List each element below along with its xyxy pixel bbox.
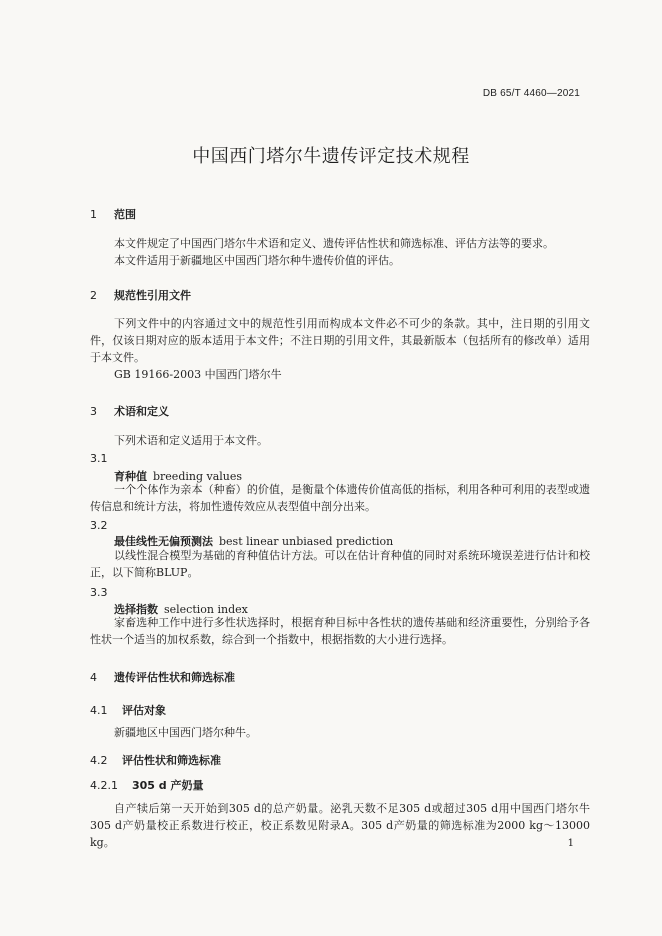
- section-title: 规范性引用文件: [114, 289, 191, 302]
- term-zh: 最佳线性无偏预测法: [114, 535, 213, 548]
- normative-references-paragraph: 下列文件中的内容通过文中的规范性引用而构成本文件必不可少的条款。其中，注日期的引用文件，仅该日期对应的版本适用于本文件；不注日期的引用文件，其最新版本（包括所有的修改单）适用于本文件。: [90, 317, 590, 364]
- term-3-2-number: 3.2: [90, 519, 108, 532]
- subsection-number: 4.2.1: [90, 779, 118, 792]
- section-number: 3: [90, 405, 97, 418]
- scope-paragraph-2: 本文件适用于新疆地区中国西门塔尔种牛遗传价值的评估。: [114, 254, 400, 267]
- term-3-1-definition: 一个个体作为亲本（种畜）的价值，是衡量个体遗传价值高低的指标，利用各种可利用的表型或遗传信息和统计方法，将加性遗传效应从表型值中剖分出来。: [90, 483, 590, 513]
- section-4-heading: [90, 669, 235, 685]
- term-3-2-definition: 以线性混合模型为基础的育种值估计方法。可以在估计育种值的同时对系统环境误差进行估计和校正，以下简称BLUP。: [90, 549, 590, 579]
- scope-paragraph-1: 本文件规定了中国西门塔尔牛术语和定义、遗传评估性状和筛选标准、评估方法等的要求。: [114, 237, 554, 250]
- milk-yield-text: 自产犊后第一天开始到305 d的总产奶量。泌乳天数不足305 d或超过305 d用中国西门塔尔牛305 d产奶量校正系数进行校正，校正系数见附录A。305 d产奶量的筛选标准为2000 kg～13000 kg。: [90, 802, 590, 849]
- term-en: best linear unbiased prediction: [219, 535, 394, 548]
- section-3-heading: [90, 403, 169, 419]
- section-number: 4: [90, 671, 97, 684]
- page-number: 1: [567, 838, 574, 849]
- section-title: 遗传评估性状和筛选标准: [114, 671, 235, 684]
- terms-intro: 下列术语和定义适用于本文件。: [114, 434, 268, 447]
- subsection-4-2-heading: [90, 752, 221, 768]
- section-number: 2: [90, 289, 97, 302]
- subsection-title: 评估性状和筛选标准: [122, 754, 221, 767]
- section-1-heading: [90, 206, 136, 222]
- subsection-title: 305 d 产奶量: [132, 779, 204, 792]
- evaluation-target-text: 新疆地区中国西门塔尔种牛。: [114, 726, 257, 739]
- section-number: 1: [90, 208, 97, 221]
- section-title: 范围: [114, 208, 136, 221]
- term-3-1-number: 3.1: [90, 452, 108, 465]
- term-en: selection index: [164, 603, 248, 616]
- subsection-title: 评估对象: [122, 704, 166, 717]
- reference-item: GB 19166-2003 中国西门塔尔牛: [114, 368, 282, 381]
- term-zh: 育种值: [114, 470, 147, 483]
- subsection-4-2-1-heading: [90, 777, 204, 793]
- term-zh: 选择指数: [114, 603, 158, 616]
- section-2-heading: [90, 287, 191, 303]
- section-title: 术语和定义: [114, 405, 169, 418]
- subsection-number: 4.1: [90, 704, 108, 717]
- subsection-number: 4.2: [90, 754, 108, 767]
- document-title: 中国西门塔尔牛遗传评定技术规程: [192, 146, 470, 167]
- term-3-3-number: 3.3: [90, 586, 108, 599]
- subsection-4-1-heading: [90, 702, 166, 718]
- document-code: DB 65/T 4460—2021: [482, 88, 580, 99]
- term-en: breeding values: [153, 470, 243, 483]
- term-3-3-definition: 家畜选种工作中进行多性状选择时，根据育种目标中各性状的遗传基础和经济重要性，分别给予各性状一个适当的加权系数，综合到一个指数中，根据指数的大小进行选择。: [90, 616, 590, 646]
